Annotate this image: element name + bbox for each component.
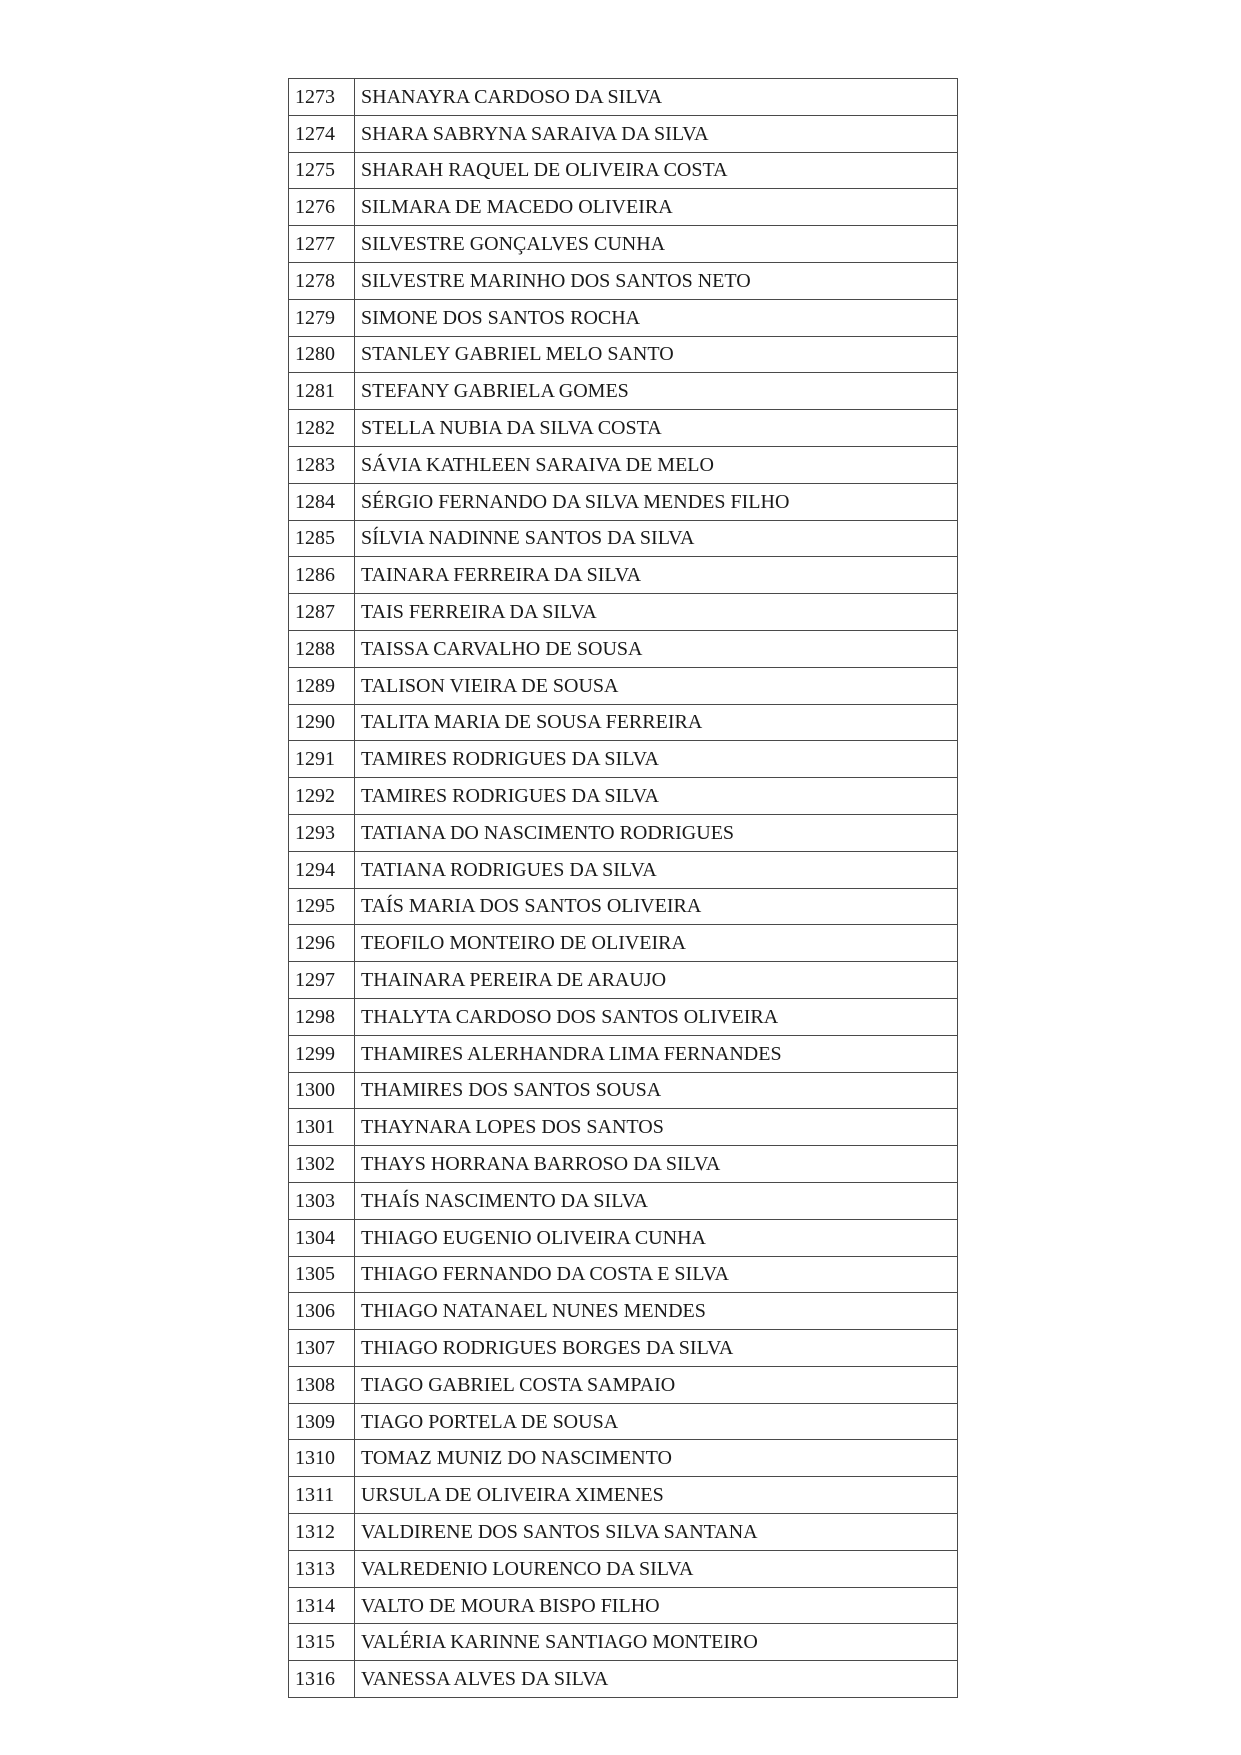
table-row [289, 704, 958, 741]
table-row [289, 594, 958, 631]
row-number-cell: 1311 [289, 1477, 355, 1514]
row-name-cell: THAYS HORRANA BARROSO DA SILVA [355, 1146, 958, 1183]
table-row [289, 557, 958, 594]
table-row [289, 1072, 958, 1109]
table-row [289, 1514, 958, 1551]
table-row [289, 814, 958, 851]
row-name-cell: VALREDENIO LOURENCO DA SILVA [355, 1550, 958, 1587]
row-name-cell: VALÉRIA KARINNE SANTIAGO MONTEIRO [355, 1624, 958, 1661]
row-number-cell: 1281 [289, 373, 355, 410]
row-number-cell: 1283 [289, 446, 355, 483]
table-row [289, 962, 958, 999]
table-row [289, 851, 958, 888]
table-row [289, 888, 958, 925]
row-name-cell: SÁVIA KATHLEEN SARAIVA DE MELO [355, 446, 958, 483]
table-row [289, 373, 958, 410]
row-name-cell: TAISSA CARVALHO DE SOUSA [355, 630, 958, 667]
row-name-cell: URSULA DE OLIVEIRA XIMENES [355, 1477, 958, 1514]
row-number-cell: 1312 [289, 1514, 355, 1551]
table-row [289, 1293, 958, 1330]
row-number-cell: 1288 [289, 630, 355, 667]
row-number-cell: 1313 [289, 1550, 355, 1587]
table-row [289, 1146, 958, 1183]
row-name-cell: SILVESTRE MARINHO DOS SANTOS NETO [355, 262, 958, 299]
row-number-cell: 1282 [289, 410, 355, 447]
row-number-cell: 1285 [289, 520, 355, 557]
table-row [289, 1035, 958, 1072]
table-row [289, 115, 958, 152]
row-number-cell: 1293 [289, 814, 355, 851]
row-name-cell: STANLEY GABRIEL MELO SANTO [355, 336, 958, 373]
table-row [289, 741, 958, 778]
row-name-cell: TATIANA RODRIGUES DA SILVA [355, 851, 958, 888]
table-row [289, 998, 958, 1035]
row-name-cell: TATIANA DO NASCIMENTO RODRIGUES [355, 814, 958, 851]
row-name-cell: THAÍS NASCIMENTO DA SILVA [355, 1182, 958, 1219]
row-name-cell: TEOFILO MONTEIRO DE OLIVEIRA [355, 925, 958, 962]
row-name-cell: THIAGO RODRIGUES BORGES DA SILVA [355, 1330, 958, 1367]
table-row [289, 1661, 958, 1698]
table-row [289, 1440, 958, 1477]
table-row [289, 1109, 958, 1146]
row-name-cell: TAIS FERREIRA DA SILVA [355, 594, 958, 631]
row-number-cell: 1290 [289, 704, 355, 741]
row-number-cell: 1302 [289, 1146, 355, 1183]
table-row [289, 262, 958, 299]
row-name-cell: SÉRGIO FERNANDO DA SILVA MENDES FILHO [355, 483, 958, 520]
table-row [289, 1330, 958, 1367]
row-number-cell: 1292 [289, 778, 355, 815]
table-row [289, 1587, 958, 1624]
row-number-cell: 1300 [289, 1072, 355, 1109]
row-number-cell: 1316 [289, 1661, 355, 1698]
table-row [289, 446, 958, 483]
row-number-cell: 1296 [289, 925, 355, 962]
row-number-cell: 1304 [289, 1219, 355, 1256]
table-row [289, 1624, 958, 1661]
row-number-cell: 1294 [289, 851, 355, 888]
row-name-cell: SHARAH RAQUEL DE OLIVEIRA COSTA [355, 152, 958, 189]
table-row [289, 152, 958, 189]
row-number-cell: 1273 [289, 79, 355, 116]
table-row [289, 630, 958, 667]
row-number-cell: 1314 [289, 1587, 355, 1624]
row-number-cell: 1307 [289, 1330, 355, 1367]
row-number-cell: 1277 [289, 226, 355, 263]
row-number-cell: 1279 [289, 299, 355, 336]
row-number-cell: 1278 [289, 262, 355, 299]
row-number-cell: 1286 [289, 557, 355, 594]
row-number-cell: 1274 [289, 115, 355, 152]
row-name-cell: TOMAZ MUNIZ DO NASCIMENTO [355, 1440, 958, 1477]
row-name-cell: THIAGO NATANAEL NUNES MENDES [355, 1293, 958, 1330]
row-name-cell: TAMIRES RODRIGUES DA SILVA [355, 741, 958, 778]
row-name-cell: TALITA MARIA DE SOUSA FERREIRA [355, 704, 958, 741]
row-number-cell: 1299 [289, 1035, 355, 1072]
row-number-cell: 1309 [289, 1403, 355, 1440]
row-name-cell: THAYNARA LOPES DOS SANTOS [355, 1109, 958, 1146]
row-name-cell: SILVESTRE GONÇALVES CUNHA [355, 226, 958, 263]
table-row [289, 520, 958, 557]
table-row [289, 667, 958, 704]
table-row [289, 778, 958, 815]
row-number-cell: 1315 [289, 1624, 355, 1661]
row-number-cell: 1295 [289, 888, 355, 925]
row-number-cell: 1303 [289, 1182, 355, 1219]
row-number-cell: 1298 [289, 998, 355, 1035]
table-row [289, 336, 958, 373]
row-name-cell: TALISON VIEIRA DE SOUSA [355, 667, 958, 704]
table-row [289, 1366, 958, 1403]
row-name-cell: THAINARA PEREIRA DE ARAUJO [355, 962, 958, 999]
row-name-cell: THALYTA CARDOSO DOS SANTOS OLIVEIRA [355, 998, 958, 1035]
row-name-cell: STELLA NUBIA DA SILVA COSTA [355, 410, 958, 447]
table-row [289, 226, 958, 263]
row-name-cell: VANESSA ALVES DA SILVA [355, 1661, 958, 1698]
row-name-cell: TAMIRES RODRIGUES DA SILVA [355, 778, 958, 815]
row-name-cell: SHANAYRA CARDOSO DA SILVA [355, 79, 958, 116]
row-number-cell: 1280 [289, 336, 355, 373]
table-row [289, 1550, 958, 1587]
row-name-cell: TAINARA FERREIRA DA SILVA [355, 557, 958, 594]
table-row [289, 189, 958, 226]
row-name-cell: THIAGO EUGENIO OLIVEIRA CUNHA [355, 1219, 958, 1256]
table-row [289, 1182, 958, 1219]
row-name-cell: SÍLVIA NADINNE SANTOS DA SILVA [355, 520, 958, 557]
table-row [289, 410, 958, 447]
row-name-cell: STEFANY GABRIELA GOMES [355, 373, 958, 410]
row-number-cell: 1275 [289, 152, 355, 189]
row-name-cell: SIMONE DOS SANTOS ROCHA [355, 299, 958, 336]
row-number-cell: 1305 [289, 1256, 355, 1293]
row-number-cell: 1306 [289, 1293, 355, 1330]
table-row [289, 299, 958, 336]
row-number-cell: 1289 [289, 667, 355, 704]
row-name-cell: TIAGO GABRIEL COSTA SAMPAIO [355, 1366, 958, 1403]
table-row [289, 483, 958, 520]
row-name-cell: SILMARA DE MACEDO OLIVEIRA [355, 189, 958, 226]
table-row [289, 1403, 958, 1440]
name-list-table [288, 78, 958, 1698]
row-name-cell: VALDIRENE DOS SANTOS SILVA SANTANA [355, 1514, 958, 1551]
table-row [289, 1477, 958, 1514]
row-name-cell: TAÍS MARIA DOS SANTOS OLIVEIRA [355, 888, 958, 925]
name-list-body [289, 79, 958, 1698]
row-name-cell: VALTO DE MOURA BISPO FILHO [355, 1587, 958, 1624]
table-row [289, 79, 958, 116]
row-number-cell: 1310 [289, 1440, 355, 1477]
table-row [289, 925, 958, 962]
row-name-cell: THIAGO FERNANDO DA COSTA E SILVA [355, 1256, 958, 1293]
table-row [289, 1256, 958, 1293]
row-number-cell: 1301 [289, 1109, 355, 1146]
row-name-cell: TIAGO PORTELA DE SOUSA [355, 1403, 958, 1440]
row-name-cell: THAMIRES ALERHANDRA LIMA FERNANDES [355, 1035, 958, 1072]
row-number-cell: 1291 [289, 741, 355, 778]
row-number-cell: 1276 [289, 189, 355, 226]
row-number-cell: 1284 [289, 483, 355, 520]
table-row [289, 1219, 958, 1256]
row-number-cell: 1297 [289, 962, 355, 999]
row-name-cell: THAMIRES DOS SANTOS SOUSA [355, 1072, 958, 1109]
row-number-cell: 1287 [289, 594, 355, 631]
row-name-cell: SHARA SABRYNA SARAIVA DA SILVA [355, 115, 958, 152]
row-number-cell: 1308 [289, 1366, 355, 1403]
